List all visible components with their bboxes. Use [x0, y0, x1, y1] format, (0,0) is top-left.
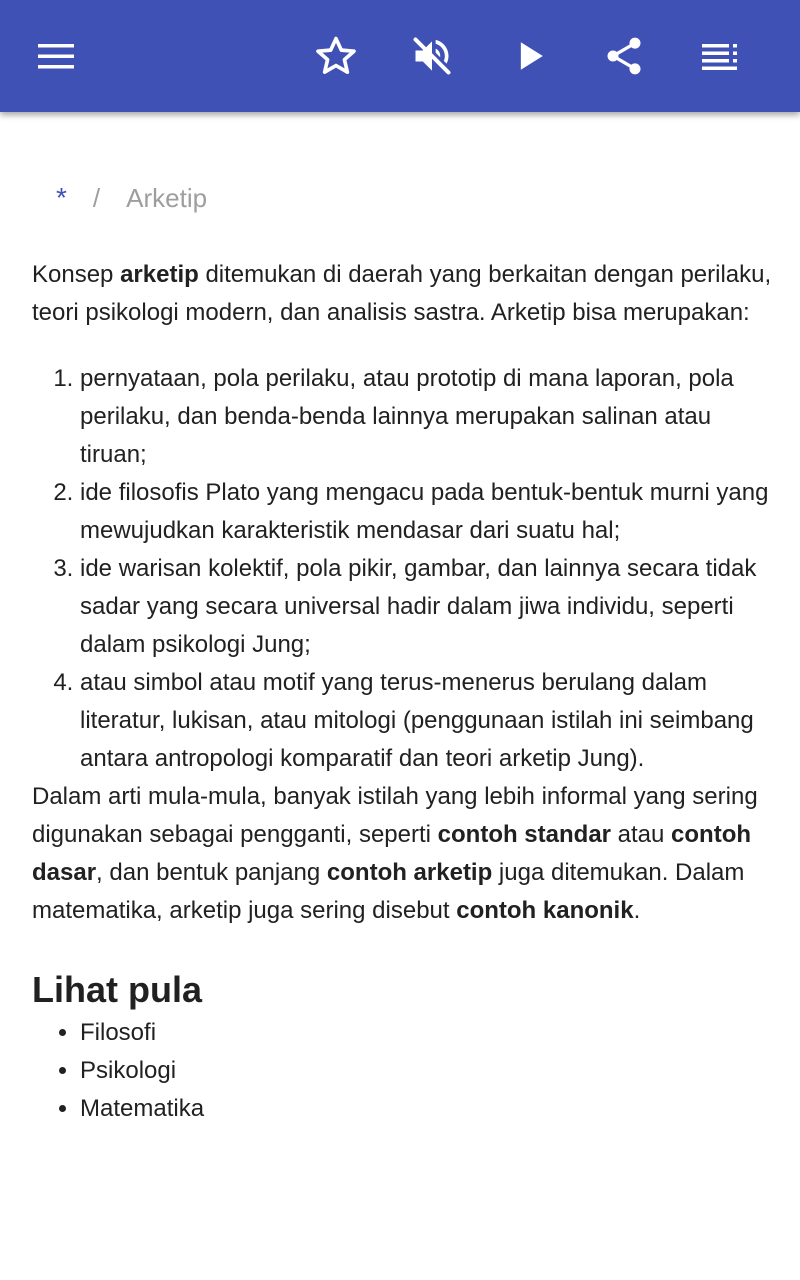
menu-button[interactable] — [28, 28, 84, 84]
breadcrumb-home-link[interactable]: * — [56, 182, 67, 213]
app-bar — [0, 0, 800, 112]
bold-term: contoh kanonik — [456, 897, 634, 924]
list-item: 1. pernyataan, pola perilaku, atau prototip di mana laporan, pola perilaku, dan benda-benda lainnya merupakan salinan atau tiruan; — [80, 360, 772, 474]
breadcrumb — [32, 170, 772, 226]
share-button[interactable] — [596, 28, 652, 84]
article-content — [32, 170, 772, 1128]
second-paragraph — [32, 778, 772, 930]
see-also-heading: Lihat pula — [32, 969, 202, 1010]
table-of-contents-button[interactable] — [692, 28, 748, 84]
see-also-link[interactable]: • Psikologi — [80, 1052, 772, 1090]
paragraph-text: Dalam arti mula-mula, banyak istilah yang lebih informal yang sering digunakan sebagai pengganti, seperti — [32, 783, 758, 848]
hamburger-menu-icon — [36, 36, 76, 76]
play-button[interactable] — [502, 28, 558, 84]
list-item: 3. ide warisan kolektif, pola pikir, gambar, dan lainnya secara tidak sadar yang secara universal hadir dalam jiwa individu, seperti dalam psikologi Jung; — [80, 550, 772, 664]
breadcrumb-current: Arketip — [126, 183, 208, 213]
star-outline-icon — [314, 34, 358, 78]
paragraph-text: . — [633, 897, 641, 924]
intro-text: Konsep — [32, 261, 121, 288]
intro-bold-term: arketip — [120, 261, 199, 288]
breadcrumb-separator: / — [92, 183, 101, 213]
play-icon — [508, 34, 552, 78]
list-icon — [700, 36, 740, 76]
paragraph-text: , dan bentuk panjang — [96, 859, 327, 886]
bold-term: contoh standar — [437, 821, 611, 848]
intro-paragraph — [32, 256, 772, 332]
list-item: 2. ide filosofis Plato yang mengacu pada bentuk-bentuk murni yang mewujudkan karakteristik mendasar dari suatu hal; — [80, 474, 772, 550]
see-also-link[interactable]: • Filosofi — [80, 1014, 772, 1052]
favorite-button[interactable] — [308, 28, 364, 84]
share-icon — [602, 34, 646, 78]
see-also-link[interactable]: • Matematika — [80, 1090, 772, 1128]
list-item: 4. atau simbol atau motif yang terus-menerus berulang dalam literatur, lukisan, atau mitologi (penggunaan istilah ini seimbang antara antropologi komparatif dan teori arketip Jung). — [80, 664, 772, 778]
definition-list — [32, 360, 772, 778]
intro-text: ditemukan di daerah yang berkaitan dengan perilaku, teori psikologi modern, dan analisis sastra. Arketip bisa merupakan: — [32, 261, 772, 326]
see-also-list — [32, 1014, 772, 1128]
paragraph-text: juga ditemukan. Dalam matematika, arketip juga sering disebut — [32, 859, 745, 924]
volume-off-icon — [410, 34, 454, 78]
bold-term: contoh arketip — [326, 859, 493, 886]
paragraph-text: atau — [611, 821, 672, 848]
mute-button[interactable] — [404, 28, 460, 84]
bold-term: contoh dasar — [32, 821, 752, 886]
